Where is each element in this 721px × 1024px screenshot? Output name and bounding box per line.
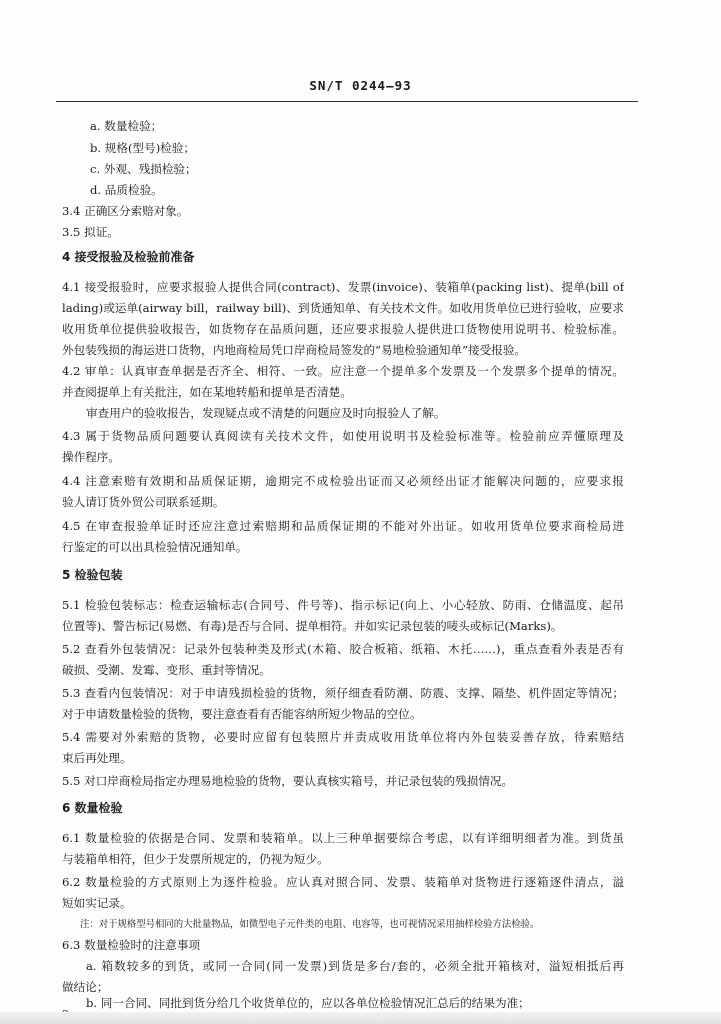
header-rule bbox=[56, 101, 638, 102]
clause-5-2-line1: 5.2 查看外包装情况：记录外包装种类及形式(木箱、胶合板箱、纸箱、木托……)，重点查看外表是否有 bbox=[62, 642, 624, 656]
list-item-b: b. 规格(型号)检验； bbox=[90, 141, 195, 155]
standard-code-header: SN/T 0244—93 bbox=[309, 78, 412, 93]
section-5-heading: 5 检验包装 bbox=[62, 568, 123, 582]
clause-4-4-line1: 4.4 注意索赔有效期和品质保证期，逾期完不成检验出证而又必须经出证才能解决问题的，应要求报 bbox=[62, 474, 624, 488]
list-item-6-3-a-line1: a. 箱数较多的到货，或同一合同(同一发票)到货是多台/套的，必须全批开箱核对，溢短相抵后再 bbox=[86, 959, 624, 973]
clause-4-1-line2: lading)或运单(airway bill，railway bill)、到货通知单、有关技术文件。如收用货单位已进行验收，应要求 bbox=[62, 301, 624, 315]
clause-5-5: 5.5 对口岸商检局指定办理易地检验的货物，要认真核实箱号，并记录包装的残损情况。 bbox=[62, 774, 514, 788]
clause-5-2-line2: 破损、受潮、发霉、变形、重封等情况。 bbox=[62, 663, 271, 677]
note-text: 注：对于规格型号相同的大批量物品，如微型电子元件类的电阻、电容等，也可视情况采用抽样检验方法检验。 bbox=[80, 919, 540, 930]
clause-4-2-line3: 审查用户的验收报告，发现疑点或不清楚的问题应及时向报验人了解。 bbox=[86, 406, 446, 420]
clause-4-4-line2: 验人请订货外贸公司联系延期。 bbox=[62, 495, 225, 509]
section-6-heading: 6 数量检验 bbox=[62, 801, 123, 815]
clause-5-4-line1: 5.4 需要对外索赔的货物，必要时应留有包装照片并责成收用货单位将内外包装妥善存放，待索赔结 bbox=[62, 730, 624, 744]
clause-5-3-line1: 5.3 查看内包装情况：对于申请残损检验的货物，须仔细查看防潮、防震、支撑、隔垫、机件固定等情况； bbox=[62, 686, 624, 700]
clause-4-5-line2: 行鉴定的可以出具检验情况通知单。 bbox=[62, 540, 248, 554]
clause-6-1-line1: 6.1 数量检验的依据是合同、发票和装箱单。以上三种单据要综合考虑，以有详细明细者为准。到货虽 bbox=[62, 831, 624, 845]
list-item-a: a. 数量检验； bbox=[90, 119, 163, 133]
clause-4-2-line1: 4.2 审单：认真审查单据是否齐全、相符、一致。应注意一个提单多个发票及一个发票多个提单的情况。 bbox=[62, 364, 624, 378]
clause-4-5-line1: 4.5 在审查报验单证时还应注意过索赔期和品质保证期的不能对外出证。如收用货单位要求商检局进 bbox=[62, 519, 624, 533]
scan-edge-shadow bbox=[0, 1012, 721, 1024]
clause-6-1-line2: 与装箱单相符，但少于发票所规定的，仍视为短少。 bbox=[62, 852, 329, 866]
clause-6-3-heading: 6.3 数量检验时的注意事项 bbox=[62, 938, 201, 952]
clause-6-2-line1: 6.2 数量检验的方式原则上为逐件检验。应认真对照合同、发票、装箱单对货物进行逐箱逐件清点，溢 bbox=[62, 875, 624, 889]
clause-5-3-line2: 对于申请数量检验的货物，要注意查看有否能容纳所短少物品的空位。 bbox=[62, 707, 422, 721]
list-item-6-3-a-line2: 做结论； bbox=[62, 980, 109, 994]
clause-4-1-line3: 收用货单位提供验收报告，如货物存在品质问题，还应要求报验人提供进口货物使用说明书、检验标准。 bbox=[62, 322, 624, 336]
section-4-heading: 4 接受报验及检验前准备 bbox=[62, 250, 195, 264]
clause-4-3-line1: 4.3 属于货物品质问题要认真阅读有关技术文件，如使用说明书及检验标准等。检验前应弄懂原理及 bbox=[62, 429, 624, 443]
clause-6-2-line2: 短如实记录。 bbox=[62, 896, 132, 910]
list-item-6-3-b: b. 同一合同、同批到货分给几个收货单位的，应以各单位检验情况汇总后的结果为准； bbox=[86, 996, 530, 1010]
clause-4-1-line4: 外包装残损的海运进口货物，内地商检局凭口岸商检局签发的“易地检验通知单”接受报验。 bbox=[62, 343, 527, 357]
clause-5-1-line1: 5.1 检验包装标志：检查运输标志(合同号、件号等)、指示标记(向上、小心轻放、防雨、仓储温度、起吊 bbox=[62, 598, 624, 612]
clause-4-2-line2: 并查阅提单上有关批注，如在某地转船和提单是否清楚。 bbox=[62, 385, 352, 399]
list-item-c: c. 外观、残损检验； bbox=[90, 162, 197, 176]
clause-3-4: 3.4 正确区分索赔对象。 bbox=[62, 204, 189, 218]
clause-4-1-line1: 4.1 接受报验时，应要求报验人提供合同(contract)、发票(invoice)、装箱单(packing list)、提单(bill of bbox=[62, 280, 624, 294]
clause-5-4-line2: 束后再处理。 bbox=[62, 751, 132, 765]
clause-3-5: 3.5 拟证。 bbox=[62, 225, 119, 239]
clause-5-1-line2: 位置等)、警告标记(易燃、有毒)是否与合同、提单相符。并如实记录包装的唛头或标记(Marks)。 bbox=[62, 619, 563, 633]
clause-4-3-line2: 操作程序。 bbox=[62, 450, 120, 464]
list-item-d: d. 品质检验。 bbox=[90, 183, 163, 197]
